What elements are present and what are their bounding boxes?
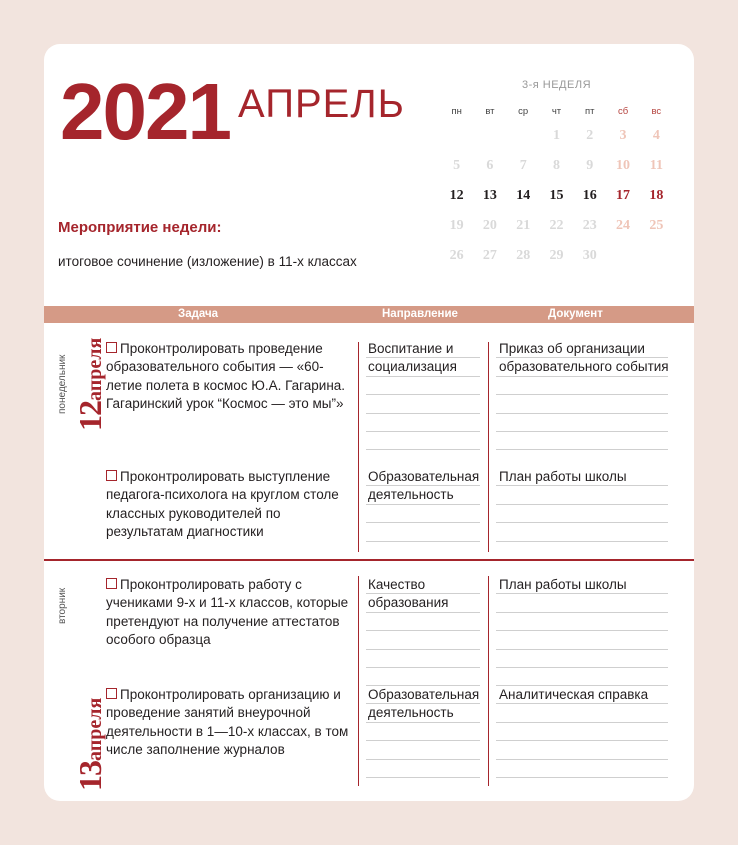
month-title: АПРЕЛЬ xyxy=(238,82,405,126)
column-document-header: Документ xyxy=(548,308,603,320)
column-divider xyxy=(488,576,489,786)
calendar-week-row xyxy=(440,151,673,181)
calendar-day xyxy=(507,121,540,151)
weekday-header: пт xyxy=(585,105,595,117)
week-label: 3-я НЕДЕЛЯ xyxy=(521,79,592,91)
calendar-day: 19 xyxy=(449,218,464,233)
weekday-header: вт xyxy=(485,105,495,117)
calendar-day: 12 xyxy=(449,188,464,203)
column-divider xyxy=(358,342,359,552)
day-weekday: понедельник xyxy=(57,354,68,414)
calendar-week-row xyxy=(440,181,673,211)
event-of-week-text: итоговое сочинение (изложение) в 11-х классах xyxy=(58,254,357,269)
calendar-day: 28 xyxy=(516,248,531,263)
task-checkbox[interactable] xyxy=(106,688,117,699)
calendar-day: 27 xyxy=(482,248,497,263)
calendar-day: 2 xyxy=(586,128,594,143)
day-month: апреля xyxy=(84,337,106,401)
calendar-day: 16 xyxy=(582,188,597,203)
calendar-day: 3 xyxy=(619,128,627,143)
day-weekday: вторник xyxy=(57,587,68,624)
document-text: План работы школы xyxy=(499,469,627,484)
writing-lines xyxy=(496,576,668,686)
calendar-day: 25 xyxy=(649,218,664,233)
calendar-day: 15 xyxy=(549,188,564,203)
calendar-day: 20 xyxy=(482,218,497,233)
event-of-week-title: Мероприятие недели: xyxy=(58,219,222,236)
task-checkbox[interactable] xyxy=(106,342,117,353)
weekday-header: ср xyxy=(518,105,529,117)
calendar-day: 26 xyxy=(449,248,464,263)
calendar-day: 10 xyxy=(616,158,631,173)
weekday-header: сб xyxy=(617,105,629,117)
document-text: Приказ об организации образовательного события xyxy=(499,341,669,375)
column-task-header: Задача xyxy=(178,308,219,320)
task-checkbox[interactable] xyxy=(106,470,117,481)
calendar-day: 7 xyxy=(519,158,527,173)
column-divider xyxy=(488,342,489,552)
table-header xyxy=(44,306,694,323)
calendar-day xyxy=(606,241,639,271)
calendar-day: 22 xyxy=(549,218,564,233)
mini-calendar xyxy=(440,79,673,271)
writing-lines xyxy=(366,686,480,778)
planner-page xyxy=(44,44,694,801)
calendar-day: 13 xyxy=(482,188,497,203)
calendar-week-row xyxy=(440,211,673,241)
day-month: апреля xyxy=(84,697,106,761)
column-direction-header: Направление xyxy=(382,308,458,320)
writing-lines xyxy=(496,686,668,778)
calendar-day: 6 xyxy=(486,158,494,173)
calendar-day: 5 xyxy=(453,158,461,173)
calendar-day: 17 xyxy=(616,188,631,203)
direction-text: Образовательная деятельность xyxy=(368,687,480,721)
weekday-header: чт xyxy=(551,105,562,117)
task-checkbox[interactable] xyxy=(106,578,117,589)
writing-lines xyxy=(496,468,668,542)
document-text: План работы школы xyxy=(499,577,627,592)
calendar-day: 30 xyxy=(582,248,597,263)
calendar-day: 23 xyxy=(582,218,597,233)
day-date xyxy=(62,337,108,466)
calendar-day: 4 xyxy=(652,128,660,143)
day-separator xyxy=(44,559,694,561)
calendar-day: 18 xyxy=(649,188,664,203)
calendar-day: 24 xyxy=(616,218,631,233)
task-text: Проконтролировать проведение образовательного события — «60-летие полета в космос Ю.А. Гагарина. Гагаринский урок “Космос — это мы”» xyxy=(106,341,346,412)
task-text: Проконтролировать организацию и проведение занятий внеурочной деятельности в 1—10-х классах, в том числе заполнение журналов xyxy=(106,687,349,758)
weekday-header: вс xyxy=(651,105,662,117)
column-divider xyxy=(358,576,359,786)
day-number: 12 xyxy=(72,401,108,431)
calendar-day: 11 xyxy=(649,158,663,173)
calendar-week-row xyxy=(440,121,673,151)
weekday-header: пн xyxy=(451,105,462,117)
task-text: Проконтролировать работу с учениками 9-х и 11-х классов, которые претендуют на получение аттестатов особого образца xyxy=(106,577,349,648)
calendar-day xyxy=(640,241,673,271)
writing-lines xyxy=(496,340,668,450)
writing-lines xyxy=(366,576,480,686)
calendar-day xyxy=(440,121,473,151)
document-text: Аналитическая справка xyxy=(499,687,649,702)
direction-text: Воспитание и социализация xyxy=(368,341,457,375)
task-text: Проконтролировать выступление педагога-психолога на круглом столе классных руководителей по результатам диагностики xyxy=(106,469,339,540)
calendar-day xyxy=(473,121,506,151)
day-date xyxy=(62,586,108,791)
calendar-day: 9 xyxy=(586,158,594,173)
day-number: 13 xyxy=(72,761,108,791)
direction-text: Образовательная деятельность xyxy=(368,469,480,503)
writing-lines xyxy=(366,340,480,450)
direction-text: Качество образования xyxy=(368,577,449,611)
calendar-day: 14 xyxy=(516,188,531,203)
calendar-day: 1 xyxy=(552,128,560,143)
calendar-day: 8 xyxy=(552,158,560,173)
year-title: 2021 xyxy=(60,67,230,156)
writing-lines xyxy=(366,468,480,542)
calendar-week-row xyxy=(440,241,673,271)
calendar-grid xyxy=(440,101,673,271)
calendar-day: 29 xyxy=(549,248,564,263)
calendar-day: 21 xyxy=(516,218,531,233)
